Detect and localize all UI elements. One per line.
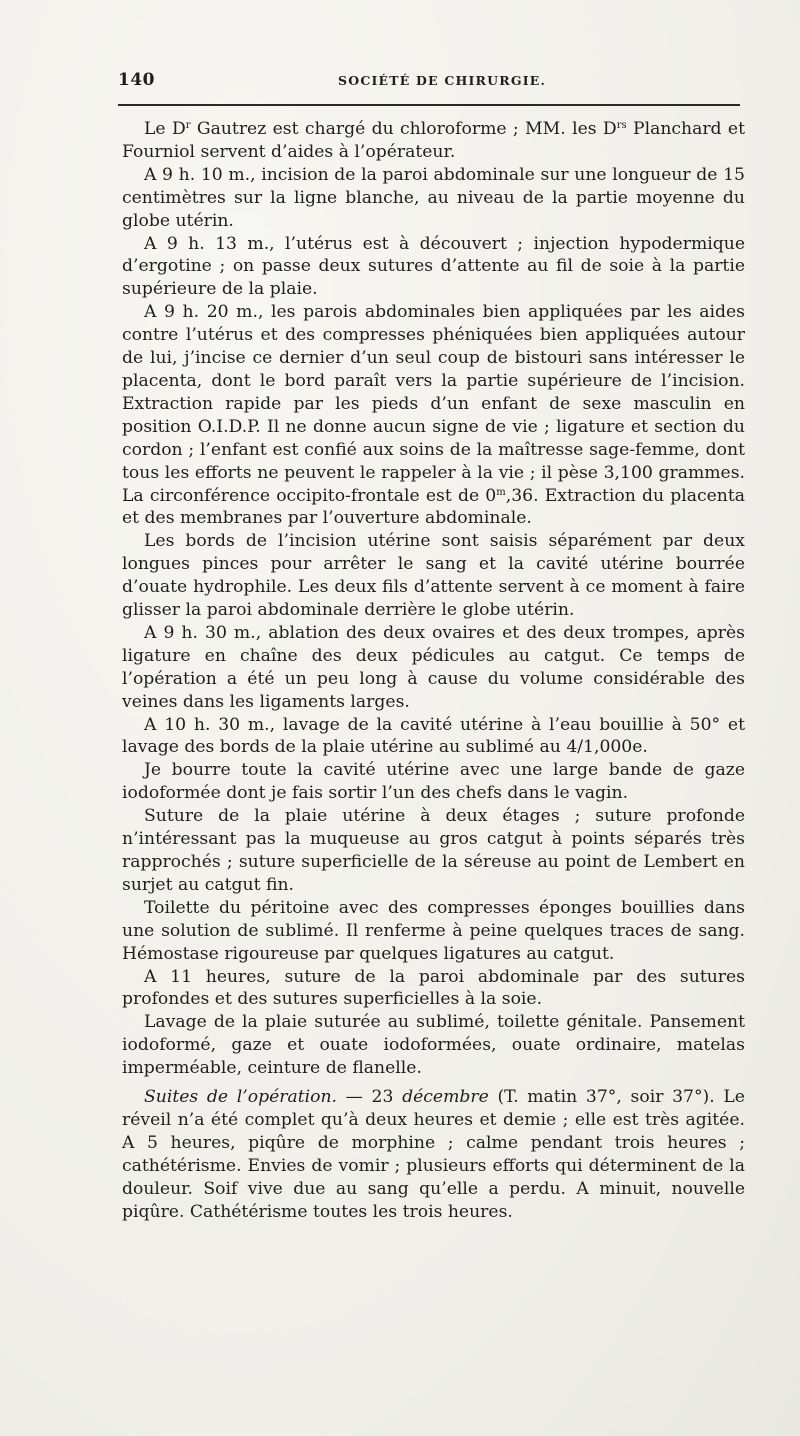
paragraph-uterus-exposed: A 9 h. 13 m., l’utérus est à découvert ; injection hypodermique d’ergotine ; on passe deux sutures d’attente au fil de soie à la partie supérieure de la plaie. [122, 233, 745, 300]
paragraph-dressing: Lavage de la plaie suturée au sublimé, toilette génitale. Pansement iodoformé, gaze et ouate iodoformées, ouate ordinaire, matelas imperméable, ceinture de flanelle. [122, 1012, 745, 1079]
header-rule [118, 104, 740, 106]
suites-date: décembre [402, 1087, 489, 1108]
paragraph-gauze: Je bourre toute la cavité utérine avec une large bande de gaze iodoformée dont je fais sortir l’un des chefs dans le vagin. [122, 760, 745, 804]
suites-label: Suites de l’opération. [144, 1087, 337, 1108]
paragraph-uterine-suture: Suture de la plaie utérine à deux étages ; suture profonde n’intéressant pas la muqueuse au gros catgut à points séparés très rapprochés ; suture superficielle de la séreuse au point de Lembert en surjet au catgut fin. [122, 806, 745, 895]
page-number: 140 [118, 70, 155, 90]
paragraph-incision: A 9 h. 10 m., incision de la paroi abdominale sur une longueur de 15 centimètres sur la ligne blanche, au niveau de la partie moyenne du globe utérin. [122, 164, 745, 231]
running-title: SOCIÉTÉ DE CHIRURGIE. [338, 73, 547, 88]
paragraph-peritoneum: Toilette du péritoine avec des compresses éponges bouillies dans une solution de sublimé. Il renferme à peine quelques traces de sang. Hémostase rigoureuse par quelques ligatures au catgut. [122, 897, 745, 964]
paragraph-lavage: A 10 h. 30 m., lavage de la cavité utérine à l’eau bouillie à 50° et lavage des bords de la plaie utérine au sublimé au 4/1,000e. [122, 714, 745, 758]
paragraph-incision-edges: Les bords de l’incision utérine sont saisis séparément par deux longues pinces pour arrêter le sang et la cavité utérine bourrée d’ouate hydrophile. Les deux fils d’attente servent à ce moment à faire glisser la paroi abdominale derrière le globe utérin. [122, 531, 745, 621]
paragraph-ablation: A 9 h. 30 m., ablation des deux ovaires et des deux trompes, après ligature en chaîne des deux pédicules au catgut. Ce temps de l’opération a été un peu long à cause du volume considérable des veines dans les ligaments larges. [122, 622, 745, 712]
article-body [122, 118, 745, 1224]
paragraph-wall-suture: A 11 heures, suture de la paroi abdominale par des sutures profondes et des sutures superficielles à la soie. [122, 966, 745, 1010]
page-header [118, 70, 740, 92]
paragraph-anesthesia: Le $D^r$ Gautrez est chargé du chloroforme ; MM. les $D^{rs}$ Planchard et Fourniol servent d’aides à l’opérateur. [122, 119, 745, 162]
paragraph-extraction: A 9 h. 20 m., les parois abdominales bien appliquées par les aides contre l’utérus et des compresses phéniquées bien appliquées autour de lui, j’incise ce dernier d’un seul coup de bistouri sans intéresser le placenta, dont le bord paraît vers la partie supérieure de l’incision. Extraction rapide par les pieds d’un enfant de sexe masculin en position O.I.D.P. Il ne donne aucun signe de vie ; ligature et section du cordon ; l’enfant est confié aux soins de la maîtresse sage-femme, dont tous les efforts ne peuvent le rappeler à la vie ; il pèse 3,100 grammes. La circonférence occipito-frontale est de 0$^m$,36. Extraction du placenta et des membranes par l’ouverture abdominale. [122, 302, 745, 529]
paragraph-postoperative: Suites de l’opération. — 23 décembre (T. matin 37°, soir 37°). Le réveil n’a été complet qu’à deux heures et demie ; elle est très agitée. A 5 heures, piqûre de morphine ; calme pendant trois heures ; cathétérisme. Envies de vomir ; plusieurs efforts qui déterminent de la douleur. Soif vive due au sang qu’elle a perdu. A minuit, nouvelle piqûre. Cathétérisme toutes les trois heures. [122, 1087, 745, 1222]
